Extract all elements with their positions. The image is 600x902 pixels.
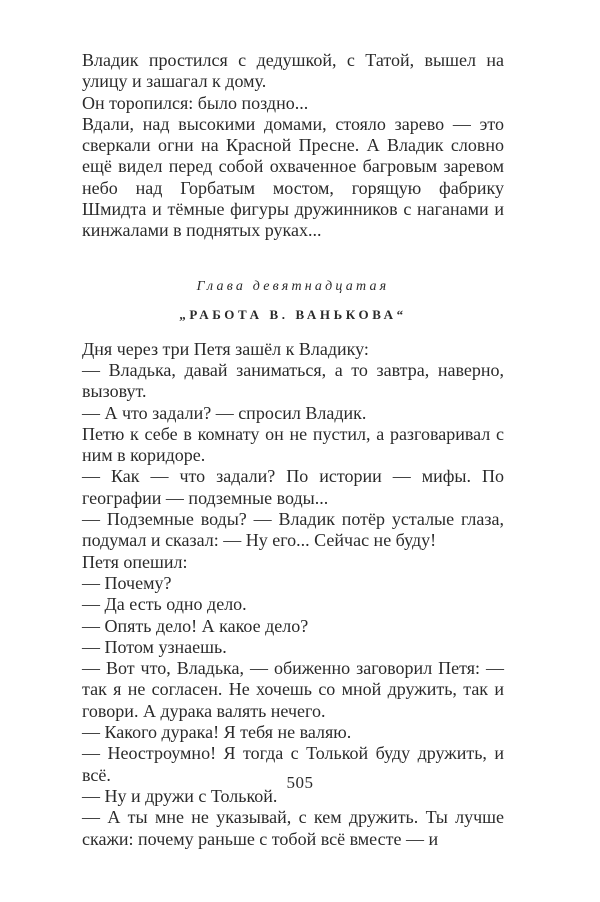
page-number: 505 <box>286 773 314 792</box>
paragraph: — Вот что, Владька, — обиженно заговорил Петя: — так я не согласен. Не хочешь со мной дружить, так и говори. А дурака валять нечего. <box>82 658 504 721</box>
paragraph: — Ну и дружи с Толькой. <box>82 785 278 806</box>
paragraph: Он торопился: было поздно... <box>82 92 309 113</box>
paragraph: Петя опешил: <box>82 551 188 572</box>
paragraph: — Подземные воды? — Владик потёр усталые глаза, подумал и сказал: — Ну его... Сейчас не буду! <box>82 509 504 551</box>
paragraph: — А ты мне не указывай, с кем дружить. Ты лучше скажи: почему раньше с тобой всё вместе — и <box>82 807 504 849</box>
paragraph: — Как — что задали? По истории — мифы. По географии — подземные воды... <box>82 466 504 508</box>
paragraph: Вдали, над высокими домами, стояло зарево — это сверкали огни на Красной Пресне. А Владик словно ещё видел перед собой охваченное багровым заревом небо над Горбатым мостом, горящую фабрику Шмидта и тёмные фигуры дружинников с наганами и кинжалами в поднятых руках... <box>82 113 504 241</box>
paragraph: — Опять дело! А какое дело? <box>82 615 309 636</box>
text-block-1 <box>82 50 504 242</box>
paragraph: — Владька, давай заниматься, а то завтра, наверно, вызовут. <box>82 359 504 402</box>
chapter-heading <box>82 278 504 324</box>
paragraph: — Какого дурака! Я тебя не валяю. <box>82 722 352 743</box>
paragraph: — А что задали? — спросил Владик. <box>82 402 367 423</box>
paragraph: Дня через три Петя зашёл к Владику: <box>82 338 369 359</box>
paragraph: Владик простился с дедушкой, с Татой, вышел на улицу и зашагал к дому. <box>82 50 504 92</box>
chapter-number: Глава девятнадцатая <box>196 278 390 294</box>
paragraph: — Неостроумно! Я тогда с Толькой буду дружить, и всё. <box>82 743 504 785</box>
paragraph: Петю к себе в комнату он не пустил, а разговаривал с ним в коридоре. <box>82 423 504 466</box>
chapter-title: „РАБОТА В. ВАНЬКОВА“ <box>179 306 407 322</box>
book-page <box>82 50 504 850</box>
paragraph: — Потом узнаешь. <box>82 636 227 657</box>
paragraph: — Почему? <box>82 572 172 593</box>
paragraph: — Да есть одно дело. <box>82 594 247 615</box>
